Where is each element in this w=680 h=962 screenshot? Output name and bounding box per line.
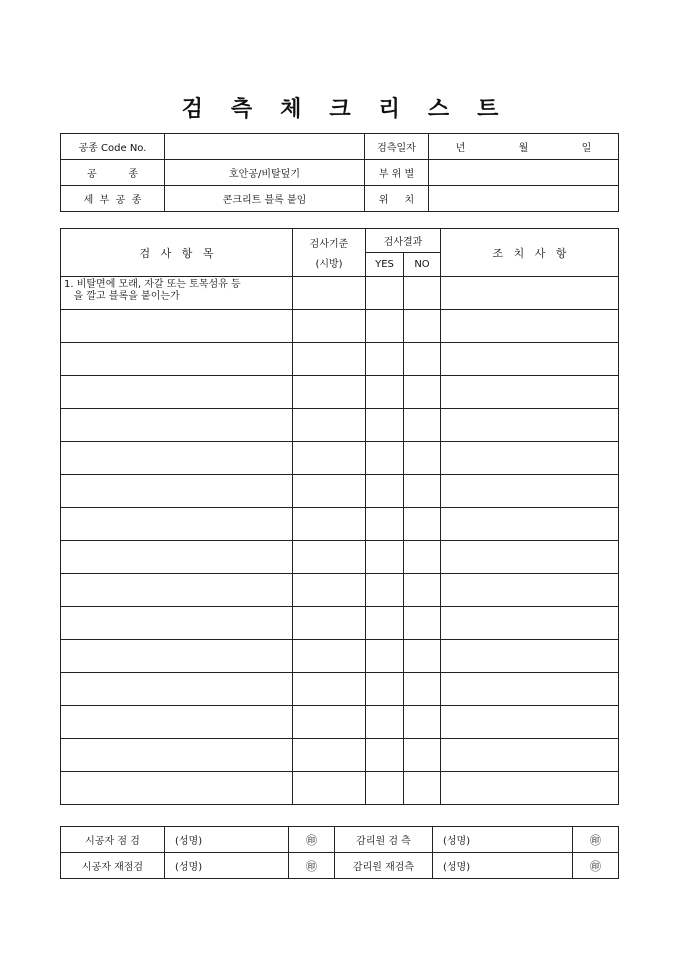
inspection-date-field[interactable] bbox=[429, 134, 619, 160]
action-cell[interactable] bbox=[441, 310, 619, 343]
table-row bbox=[61, 409, 619, 442]
no-cell[interactable] bbox=[404, 376, 441, 409]
work-type-label: 공 종 bbox=[61, 160, 165, 186]
header-yes: YES bbox=[366, 253, 404, 277]
contractor-check-label: 시공자 점 검 bbox=[61, 827, 165, 853]
yes-cell[interactable] bbox=[366, 673, 404, 706]
action-cell[interactable] bbox=[441, 739, 619, 772]
table-row bbox=[61, 310, 619, 343]
contractor-check-seal: ㊞ bbox=[289, 827, 335, 853]
criteria-cell[interactable] bbox=[293, 640, 366, 673]
work-code-label: 공종 Code No. bbox=[61, 134, 165, 160]
no-cell[interactable] bbox=[404, 409, 441, 442]
yes-cell[interactable] bbox=[366, 607, 404, 640]
contractor-recheck-label: 시공자 재점검 bbox=[61, 853, 165, 879]
no-cell[interactable] bbox=[404, 310, 441, 343]
criteria-cell[interactable] bbox=[293, 277, 366, 310]
item-cell[interactable] bbox=[61, 475, 293, 508]
title-char: 측 bbox=[230, 95, 253, 122]
table-row bbox=[61, 508, 619, 541]
info-table bbox=[60, 133, 619, 212]
table-row bbox=[61, 277, 619, 310]
item-cell[interactable] bbox=[61, 541, 293, 574]
header-result: 검사결과 bbox=[366, 229, 441, 253]
no-cell[interactable] bbox=[404, 772, 441, 805]
yes-cell[interactable] bbox=[366, 739, 404, 772]
title-char: 크 bbox=[329, 95, 351, 122]
date-year-label: 년 bbox=[455, 143, 466, 154]
no-cell[interactable] bbox=[404, 706, 441, 739]
item-cell[interactable] bbox=[61, 772, 293, 805]
criteria-cell[interactable] bbox=[293, 574, 366, 607]
work-type-value[interactable]: 호안공/비탈덮기 bbox=[165, 160, 365, 186]
item-cell[interactable] bbox=[61, 343, 293, 376]
item-cell[interactable] bbox=[61, 607, 293, 640]
title-char: 리 bbox=[378, 95, 400, 122]
contractor-recheck-seal: ㊞ bbox=[289, 853, 335, 879]
action-cell[interactable] bbox=[441, 706, 619, 739]
no-cell[interactable] bbox=[404, 541, 441, 574]
action-cell[interactable] bbox=[441, 277, 619, 310]
header-criteria-line2: (시방) bbox=[315, 259, 343, 270]
info-row-sub-work bbox=[61, 186, 619, 212]
yes-cell[interactable] bbox=[366, 442, 404, 475]
date-day-label: 일 bbox=[581, 143, 592, 154]
criteria-cell[interactable] bbox=[293, 739, 366, 772]
item-cell[interactable] bbox=[61, 376, 293, 409]
location-label: 위 치 bbox=[365, 186, 429, 212]
yes-cell[interactable] bbox=[366, 574, 404, 607]
yes-cell[interactable] bbox=[366, 310, 404, 343]
table-row bbox=[61, 607, 619, 640]
inspection-items-body bbox=[61, 277, 619, 805]
criteria-cell[interactable] bbox=[293, 409, 366, 442]
work-code-field[interactable] bbox=[165, 134, 365, 160]
action-cell[interactable] bbox=[441, 607, 619, 640]
yes-cell[interactable] bbox=[366, 376, 404, 409]
no-cell[interactable] bbox=[404, 277, 441, 310]
title-char: 트 bbox=[477, 95, 499, 122]
table-row bbox=[61, 640, 619, 673]
info-row-work-type bbox=[61, 160, 619, 186]
contractor-check-name[interactable]: (성명) bbox=[165, 827, 289, 853]
sign-row-check bbox=[61, 827, 619, 853]
action-cell[interactable] bbox=[441, 772, 619, 805]
yes-cell[interactable] bbox=[366, 409, 404, 442]
part-field[interactable] bbox=[429, 160, 619, 186]
table-row bbox=[61, 673, 619, 706]
criteria-cell[interactable] bbox=[293, 310, 366, 343]
table-row bbox=[61, 706, 619, 739]
table-row bbox=[61, 772, 619, 805]
action-cell[interactable] bbox=[441, 475, 619, 508]
action-cell[interactable] bbox=[441, 574, 619, 607]
criteria-cell[interactable] bbox=[293, 772, 366, 805]
date-month-label: 월 bbox=[518, 143, 529, 154]
criteria-cell[interactable] bbox=[293, 376, 366, 409]
no-cell[interactable] bbox=[404, 673, 441, 706]
items-header-row-1 bbox=[61, 229, 619, 253]
action-cell[interactable] bbox=[441, 409, 619, 442]
yes-cell[interactable] bbox=[366, 475, 404, 508]
item-cell[interactable] bbox=[61, 442, 293, 475]
header-criteria bbox=[293, 229, 366, 277]
inspection-items-table bbox=[60, 228, 619, 805]
criteria-cell[interactable] bbox=[293, 706, 366, 739]
criteria-cell[interactable] bbox=[293, 343, 366, 376]
supervisor-check-name[interactable]: (성명) bbox=[433, 827, 573, 853]
table-row bbox=[61, 343, 619, 376]
criteria-cell[interactable] bbox=[293, 673, 366, 706]
title-char: 스 bbox=[427, 95, 450, 122]
page-title bbox=[150, 92, 530, 122]
criteria-cell[interactable] bbox=[293, 442, 366, 475]
header-criteria-line1: 검사기준 bbox=[309, 239, 349, 250]
table-row bbox=[61, 739, 619, 772]
no-cell[interactable] bbox=[404, 574, 441, 607]
supervisor-recheck-label: 감리원 재검측 bbox=[335, 853, 433, 879]
yes-cell[interactable] bbox=[366, 640, 404, 673]
part-label: 부 위 별 bbox=[365, 160, 429, 186]
contractor-recheck-name[interactable]: (성명) bbox=[165, 853, 289, 879]
criteria-cell[interactable] bbox=[293, 607, 366, 640]
action-cell[interactable] bbox=[441, 343, 619, 376]
item-cell[interactable] bbox=[61, 739, 293, 772]
item-cell[interactable] bbox=[61, 409, 293, 442]
supervisor-recheck-seal: ㊞ bbox=[573, 853, 619, 879]
yes-cell[interactable] bbox=[366, 508, 404, 541]
no-cell[interactable] bbox=[404, 475, 441, 508]
action-cell[interactable] bbox=[441, 541, 619, 574]
no-cell[interactable] bbox=[404, 607, 441, 640]
yes-cell[interactable] bbox=[366, 706, 404, 739]
yes-cell[interactable] bbox=[366, 541, 404, 574]
yes-cell[interactable] bbox=[366, 772, 404, 805]
item-cell[interactable] bbox=[61, 673, 293, 706]
table-row bbox=[61, 376, 619, 409]
table-row bbox=[61, 475, 619, 508]
item-cell[interactable] bbox=[61, 706, 293, 739]
action-cell[interactable] bbox=[441, 508, 619, 541]
supervisor-check-label: 감리원 검 측 bbox=[335, 827, 433, 853]
sign-row-recheck bbox=[61, 853, 619, 879]
no-cell[interactable] bbox=[404, 640, 441, 673]
sub-work-label: 세 부 공 종 bbox=[61, 186, 165, 212]
table-row bbox=[61, 541, 619, 574]
item-cell[interactable] bbox=[61, 640, 293, 673]
sub-work-value[interactable]: 콘크리트 블록 붙임 bbox=[165, 186, 365, 212]
title-char: 검 bbox=[181, 95, 203, 122]
criteria-cell[interactable] bbox=[293, 475, 366, 508]
no-cell[interactable] bbox=[404, 442, 441, 475]
action-cell[interactable] bbox=[441, 376, 619, 409]
criteria-cell[interactable] bbox=[293, 508, 366, 541]
item-cell[interactable] bbox=[61, 508, 293, 541]
inspection-date-label: 검측일자 bbox=[365, 134, 429, 160]
criteria-cell[interactable] bbox=[293, 541, 366, 574]
signature-table bbox=[60, 826, 619, 879]
yes-cell[interactable] bbox=[366, 277, 404, 310]
title-char: 체 bbox=[280, 95, 302, 122]
no-cell[interactable] bbox=[404, 508, 441, 541]
location-field[interactable] bbox=[429, 186, 619, 212]
table-row bbox=[61, 574, 619, 607]
header-action: 조 치 사 항 bbox=[441, 229, 619, 277]
header-no: NO bbox=[404, 253, 441, 277]
supervisor-recheck-name[interactable]: (성명) bbox=[433, 853, 573, 879]
item-cell[interactable]: 1. 비탈면에 모래, 자갈 또는 토목섬유 등 을 깔고 블록을 붙이는가 bbox=[61, 277, 293, 310]
info-row-code bbox=[61, 134, 619, 160]
header-item: 검 사 항 목 bbox=[61, 229, 293, 277]
supervisor-check-seal: ㊞ bbox=[573, 827, 619, 853]
no-cell[interactable] bbox=[404, 343, 441, 376]
table-row bbox=[61, 442, 619, 475]
action-cell[interactable] bbox=[441, 673, 619, 706]
item-cell[interactable] bbox=[61, 574, 293, 607]
no-cell[interactable] bbox=[404, 739, 441, 772]
action-cell[interactable] bbox=[441, 640, 619, 673]
action-cell[interactable] bbox=[441, 442, 619, 475]
yes-cell[interactable] bbox=[366, 343, 404, 376]
item-cell[interactable] bbox=[61, 310, 293, 343]
